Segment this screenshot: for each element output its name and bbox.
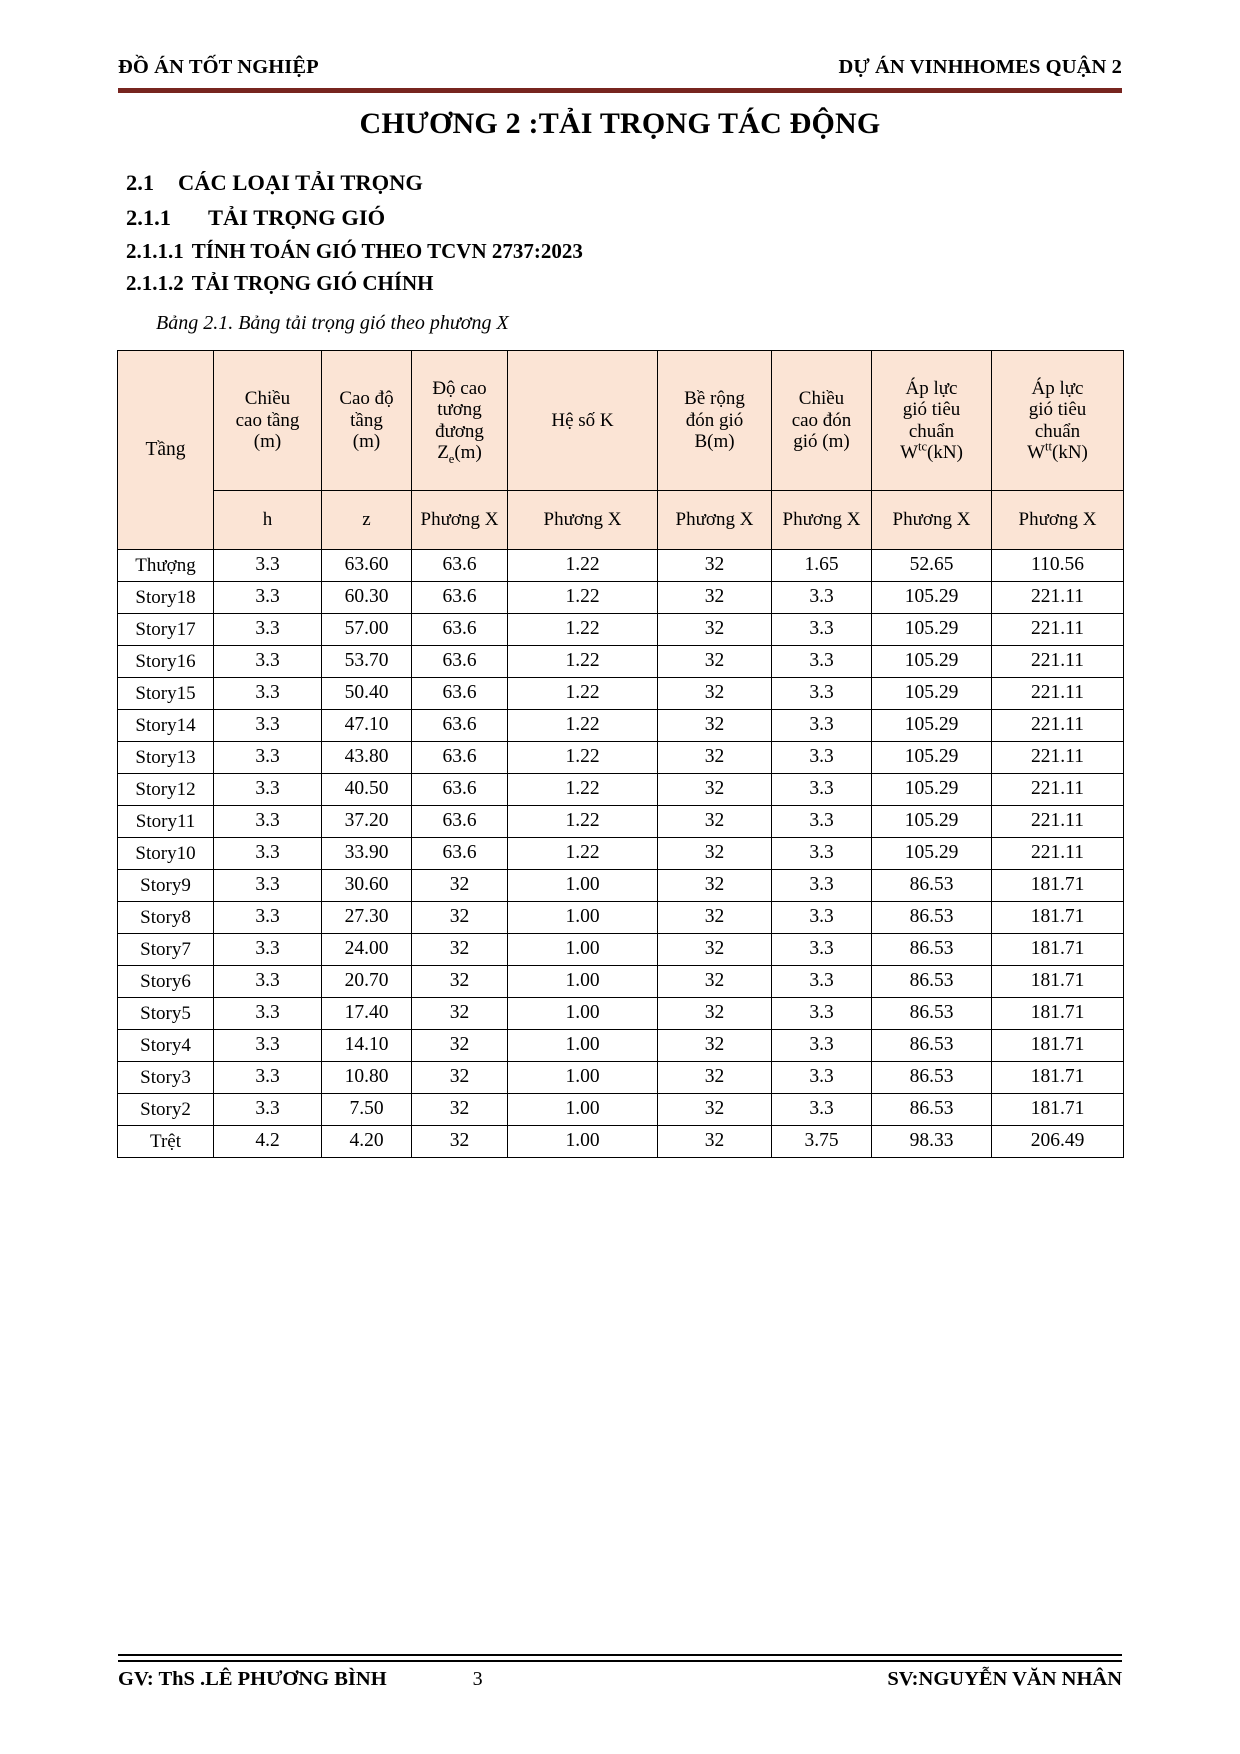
- cell-ze: 63.6: [412, 550, 508, 582]
- table-row: [118, 998, 1124, 1030]
- cell-k: 1.00: [508, 902, 658, 934]
- cell-b: 32: [658, 870, 772, 902]
- col-header-ap-luc-gio-tt-l2: gió tiêu: [1028, 399, 1087, 421]
- cell-wtt: 221.11: [992, 614, 1124, 646]
- cell-k: 1.22: [508, 614, 658, 646]
- col-subheader-hgio: Phương X: [772, 491, 872, 550]
- table-row: [118, 806, 1124, 838]
- cell-story-label: Story11: [118, 806, 214, 838]
- heading-2-1-number: 2.1: [126, 170, 155, 195]
- cell-ze: 32: [412, 1062, 508, 1094]
- cell-ze: 63.6: [412, 710, 508, 742]
- cell-wtc: 86.53: [872, 1062, 992, 1094]
- heading-2-1-text: CÁC LOẠI TẢI TRỌNG: [178, 170, 423, 195]
- table-body: [118, 550, 1124, 1158]
- cell-ze: 63.6: [412, 742, 508, 774]
- cell-story-label: Story7: [118, 934, 214, 966]
- col-subheader-ze: Phương X: [412, 491, 508, 550]
- cell-k: 1.22: [508, 742, 658, 774]
- col-header-cao-do-tang-l2: tầng: [350, 409, 383, 431]
- cell-wtc: 105.29: [872, 678, 992, 710]
- cell-hgio: 3.3: [772, 774, 872, 806]
- col-header-ap-luc-gio-tt: [992, 351, 1124, 491]
- cell-b: 32: [658, 678, 772, 710]
- col-subheader-k: Phương X: [508, 491, 658, 550]
- cell-k: 1.00: [508, 1126, 658, 1158]
- cell-z: 43.80: [322, 742, 412, 774]
- table-header-row-primary: [118, 351, 1124, 491]
- section-heading-list: [126, 172, 1086, 305]
- cell-ze: 63.6: [412, 806, 508, 838]
- cell-hgio: 3.3: [772, 742, 872, 774]
- col-header-chieu-cao-don-gio-l3: gió (m): [793, 431, 850, 453]
- cell-story-label: Trệt: [118, 1126, 214, 1158]
- cell-wtt: 181.71: [992, 1062, 1124, 1094]
- cell-wtc: 86.53: [872, 998, 992, 1030]
- cell-hgio: 3.3: [772, 838, 872, 870]
- col-header-do-cao-tuong-duong-l4: $Z_e(m)$: [437, 441, 482, 466]
- col-header-ap-luc-gio-tc-l4: $W^{tc}(kN)$: [900, 439, 963, 463]
- header-divider-rule: [118, 88, 1122, 93]
- wind-load-table-container: [117, 350, 1123, 1158]
- cell-wtc: 105.29: [872, 710, 992, 742]
- chapter-title: CHƯƠNG 2 :TẢI TRỌNG TÁC ĐỘNG: [359, 107, 881, 140]
- cell-story-label: Story3: [118, 1062, 214, 1094]
- cell-wtt: 221.11: [992, 710, 1124, 742]
- cell-b: 32: [658, 838, 772, 870]
- table-header-row-secondary: [118, 491, 1124, 550]
- cell-ze: 32: [412, 902, 508, 934]
- cell-b: 32: [658, 582, 772, 614]
- table-caption: Bảng 2.1. Bảng tải trọng gió theo phương X: [156, 312, 509, 334]
- cell-b: 32: [658, 806, 772, 838]
- cell-wtc: 52.65: [872, 550, 992, 582]
- cell-k: 1.22: [508, 838, 658, 870]
- cell-z: 30.60: [322, 870, 412, 902]
- cell-b: 32: [658, 646, 772, 678]
- cell-z: 10.80: [322, 1062, 412, 1094]
- cell-story-label: Story13: [118, 742, 214, 774]
- heading-2-1-1-2-text: TẢI TRỌNG GIÓ CHÍNH: [191, 271, 434, 295]
- cell-wtc: 86.53: [872, 966, 992, 998]
- footer-right-text: SV:NGUYỄN VĂN NHÂN: [887, 1668, 1122, 1690]
- cell-k: 1.22: [508, 774, 658, 806]
- cell-ze: 63.6: [412, 678, 508, 710]
- cell-wtc: 105.29: [872, 806, 992, 838]
- cell-wtt: 110.56: [992, 550, 1124, 582]
- cell-wtt: 206.49: [992, 1126, 1124, 1158]
- cell-b: 32: [658, 1062, 772, 1094]
- col-header-be-rong-don-gio: [658, 351, 772, 491]
- cell-h: 3.3: [214, 902, 322, 934]
- cell-hgio: 3.3: [772, 646, 872, 678]
- cell-ze: 32: [412, 998, 508, 1030]
- table-row: [118, 902, 1124, 934]
- cell-k: 1.22: [508, 646, 658, 678]
- cell-wtc: 86.53: [872, 870, 992, 902]
- cell-ze: 63.6: [412, 646, 508, 678]
- cell-wtc: 86.53: [872, 902, 992, 934]
- cell-b: 32: [658, 1094, 772, 1126]
- cell-b: 32: [658, 1030, 772, 1062]
- cell-z: 33.90: [322, 838, 412, 870]
- cell-wtc: 86.53: [872, 1030, 992, 1062]
- cell-ze: 63.6: [412, 838, 508, 870]
- cell-story-label: Story6: [118, 966, 214, 998]
- cell-k: 1.22: [508, 678, 658, 710]
- table-header: [118, 351, 1124, 550]
- cell-wtc: 86.53: [872, 934, 992, 966]
- cell-h: 4.2: [214, 1126, 322, 1158]
- heading-2-1-1-number: 2.1.1: [126, 204, 171, 230]
- cell-hgio: 3.3: [772, 1094, 872, 1126]
- table-row: [118, 614, 1124, 646]
- running-footer: [118, 1668, 1122, 1691]
- cell-k: 1.00: [508, 1062, 658, 1094]
- cell-hgio: 3.3: [772, 806, 872, 838]
- heading-2-1: [126, 172, 1086, 195]
- col-subheader-wtc: Phương X: [872, 491, 992, 550]
- cell-z: 27.30: [322, 902, 412, 934]
- col-header-chieu-cao-tang-l2: cao tầng: [235, 409, 300, 431]
- cell-story-label: Story12: [118, 774, 214, 806]
- cell-h: 3.3: [214, 582, 322, 614]
- col-header-ap-luc-gio-tt-l3: chuẩn: [1034, 420, 1081, 442]
- table-row: [118, 646, 1124, 678]
- cell-b: 32: [658, 902, 772, 934]
- cell-k: 1.00: [508, 998, 658, 1030]
- col-header-ap-luc-gio-tc-l2: gió tiêu: [902, 399, 961, 421]
- heading-2-1-1-1: [126, 241, 1086, 262]
- col-subheader-z: z: [322, 491, 412, 550]
- col-header-chieu-cao-tang-l3: (m): [253, 431, 282, 453]
- heading-2-1-1-1-text: TÍNH TOÁN GIÓ THEO TCVN 2737:2023: [191, 239, 583, 263]
- cell-story-label: Story9: [118, 870, 214, 902]
- cell-story-label: Story18: [118, 582, 214, 614]
- cell-ze: 32: [412, 1030, 508, 1062]
- cell-wtt: 181.71: [992, 1094, 1124, 1126]
- table-row: [118, 1030, 1124, 1062]
- cell-hgio: 3.3: [772, 902, 872, 934]
- cell-b: 32: [658, 966, 772, 998]
- cell-h: 3.3: [214, 838, 322, 870]
- col-subheader-wtt: Phương X: [992, 491, 1124, 550]
- cell-z: 14.10: [322, 1030, 412, 1062]
- heading-2-1-1: [126, 204, 1086, 230]
- cell-h: 3.3: [214, 1062, 322, 1094]
- col-header-do-cao-tuong-duong-l3: đương: [435, 420, 484, 442]
- cell-k: 1.22: [508, 582, 658, 614]
- cell-story-label: Story8: [118, 902, 214, 934]
- table-row: [118, 582, 1124, 614]
- cell-hgio: 1.65: [772, 550, 872, 582]
- cell-wtt: 221.11: [992, 774, 1124, 806]
- col-header-ap-luc-gio-tc-l1: Áp lực: [905, 377, 958, 399]
- cell-b: 32: [658, 742, 772, 774]
- cell-wtt: 221.11: [992, 678, 1124, 710]
- cell-hgio: 3.3: [772, 710, 872, 742]
- cell-wtc: 105.29: [872, 614, 992, 646]
- cell-z: 50.40: [322, 678, 412, 710]
- col-header-he-so-k: Hệ số K: [508, 351, 658, 491]
- footer-divider-rule: [118, 1654, 1122, 1662]
- cell-z: 63.60: [322, 550, 412, 582]
- cell-wtc: 105.29: [872, 774, 992, 806]
- col-subheader-h: h: [214, 491, 322, 550]
- cell-wtt: 221.11: [992, 646, 1124, 678]
- cell-wtt: 221.11: [992, 742, 1124, 774]
- cell-h: 3.3: [214, 998, 322, 1030]
- cell-wtt: 181.71: [992, 934, 1124, 966]
- cell-ze: 63.6: [412, 774, 508, 806]
- heading-2-1-1-2-number: 2.1.1.2: [126, 271, 184, 295]
- cell-z: 20.70: [322, 966, 412, 998]
- cell-ze: 32: [412, 1094, 508, 1126]
- cell-wtc: 105.29: [872, 646, 992, 678]
- cell-z: 47.10: [322, 710, 412, 742]
- cell-ze: 32: [412, 934, 508, 966]
- cell-story-label: Story5: [118, 998, 214, 1030]
- footer-page-number: 3: [472, 1668, 483, 1690]
- cell-k: 1.00: [508, 1094, 658, 1126]
- cell-story-label: Story15: [118, 678, 214, 710]
- cell-hgio: 3.3: [772, 678, 872, 710]
- cell-wtt: 181.71: [992, 1030, 1124, 1062]
- cell-wtt: 181.71: [992, 902, 1124, 934]
- heading-2-1-1-2: [126, 273, 1086, 294]
- col-header-do-cao-tuong-duong-l2: tương: [437, 399, 482, 421]
- col-header-chieu-cao-don-gio: [772, 351, 872, 491]
- cell-h: 3.3: [214, 806, 322, 838]
- cell-k: 1.22: [508, 550, 658, 582]
- cell-h: 3.3: [214, 870, 322, 902]
- cell-story-label: Story2: [118, 1094, 214, 1126]
- cell-z: 37.20: [322, 806, 412, 838]
- cell-wtc: 86.53: [872, 1094, 992, 1126]
- table-row: [118, 934, 1124, 966]
- cell-k: 1.22: [508, 710, 658, 742]
- cell-h: 3.3: [214, 742, 322, 774]
- cell-story-label: Story16: [118, 646, 214, 678]
- wind-load-table: [117, 350, 1124, 1158]
- cell-wtt: 181.71: [992, 870, 1124, 902]
- cell-b: 32: [658, 774, 772, 806]
- col-header-chieu-cao-tang-l1: Chiều: [244, 388, 291, 410]
- table-row: [118, 966, 1124, 998]
- running-header: [118, 56, 1122, 79]
- cell-k: 1.22: [508, 806, 658, 838]
- cell-z: 40.50: [322, 774, 412, 806]
- table-row: [118, 742, 1124, 774]
- table-row: [118, 710, 1124, 742]
- cell-hgio: 3.3: [772, 614, 872, 646]
- col-header-ap-luc-gio-tt-l1: Áp lực: [1031, 377, 1084, 399]
- cell-z: 24.00: [322, 934, 412, 966]
- col-header-chieu-cao-don-gio-l2: cao đón: [791, 409, 852, 431]
- cell-hgio: 3.3: [772, 998, 872, 1030]
- col-header-chieu-cao-don-gio-l1: Chiều: [798, 388, 845, 410]
- cell-ze: 63.6: [412, 614, 508, 646]
- header-right-text: DỰ ÁN VINHHOMES QUẬN 2: [838, 56, 1122, 78]
- cell-b: 32: [658, 998, 772, 1030]
- cell-h: 3.3: [214, 966, 322, 998]
- cell-story-label: Thượng: [118, 550, 214, 582]
- col-header-be-rong-don-gio-l2: đón gió: [685, 409, 744, 431]
- cell-h: 3.3: [214, 678, 322, 710]
- cell-wtt: 221.11: [992, 582, 1124, 614]
- cell-k: 1.00: [508, 870, 658, 902]
- cell-h: 3.3: [214, 1094, 322, 1126]
- cell-story-label: Story10: [118, 838, 214, 870]
- cell-b: 32: [658, 550, 772, 582]
- col-header-cao-do-tang-l3: (m): [352, 431, 381, 453]
- cell-hgio: 3.3: [772, 1062, 872, 1094]
- cell-k: 1.00: [508, 966, 658, 998]
- cell-ze: 32: [412, 870, 508, 902]
- cell-wtt: 181.71: [992, 966, 1124, 998]
- col-header-do-cao-tuong-duong: [412, 351, 508, 491]
- cell-ze: 32: [412, 966, 508, 998]
- cell-wtc: 105.29: [872, 582, 992, 614]
- cell-hgio: 3.3: [772, 870, 872, 902]
- table-row: [118, 1062, 1124, 1094]
- cell-wtt: 221.11: [992, 806, 1124, 838]
- cell-wtc: 105.29: [872, 838, 992, 870]
- cell-z: 53.70: [322, 646, 412, 678]
- col-header-cao-do-tang-l1: Cao độ: [339, 388, 394, 410]
- header-left-text: ĐỒ ÁN TỐT NGHIỆP: [118, 56, 319, 78]
- cell-z: 60.30: [322, 582, 412, 614]
- col-header-cao-do-tang: [322, 351, 412, 491]
- cell-b: 32: [658, 614, 772, 646]
- cell-story-label: Story17: [118, 614, 214, 646]
- cell-hgio: 3.3: [772, 966, 872, 998]
- col-subheader-b: Phương X: [658, 491, 772, 550]
- cell-h: 3.3: [214, 710, 322, 742]
- table-row: [118, 870, 1124, 902]
- cell-h: 3.3: [214, 646, 322, 678]
- col-header-be-rong-don-gio-l1: Bề rộng: [684, 388, 745, 410]
- heading-2-1-1-text: TẢI TRỌNG GIÓ: [208, 204, 386, 230]
- cell-wtt: 221.11: [992, 838, 1124, 870]
- cell-z: 7.50: [322, 1094, 412, 1126]
- col-header-be-rong-don-gio-l3: B(m): [694, 431, 735, 453]
- table-row: [118, 774, 1124, 806]
- cell-k: 1.00: [508, 1030, 658, 1062]
- cell-h: 3.3: [214, 774, 322, 806]
- cell-hgio: 3.3: [772, 1030, 872, 1062]
- cell-b: 32: [658, 1126, 772, 1158]
- cell-hgio: 3.75: [772, 1126, 872, 1158]
- cell-ze: 63.6: [412, 582, 508, 614]
- table-row: [118, 1126, 1124, 1158]
- heading-2-1-1-1-number: 2.1.1.1: [126, 239, 184, 263]
- col-header-ap-luc-gio-tt-l4: $W^{tt}(kN)$: [1027, 439, 1088, 463]
- cell-h: 3.3: [214, 550, 322, 582]
- cell-hgio: 3.3: [772, 934, 872, 966]
- cell-h: 3.3: [214, 1030, 322, 1062]
- cell-wtc: 98.33: [872, 1126, 992, 1158]
- col-header-tang: Tầng: [118, 351, 214, 550]
- col-header-ap-luc-gio-tc: [872, 351, 992, 491]
- cell-z: 57.00: [322, 614, 412, 646]
- cell-h: 3.3: [214, 934, 322, 966]
- cell-b: 32: [658, 934, 772, 966]
- table-row: [118, 678, 1124, 710]
- cell-h: 3.3: [214, 614, 322, 646]
- cell-hgio: 3.3: [772, 582, 872, 614]
- cell-wtc: 105.29: [872, 742, 992, 774]
- cell-b: 32: [658, 710, 772, 742]
- cell-ze: 32: [412, 1126, 508, 1158]
- col-header-do-cao-tuong-duong-l1: Độ cao: [432, 377, 487, 399]
- table-row: [118, 838, 1124, 870]
- cell-k: 1.00: [508, 934, 658, 966]
- table-row: [118, 1094, 1124, 1126]
- cell-z: 17.40: [322, 998, 412, 1030]
- col-header-ap-luc-gio-tc-l3: chuẩn: [908, 420, 955, 442]
- col-header-chieu-cao-tang: [214, 351, 322, 491]
- cell-story-label: Story14: [118, 710, 214, 742]
- table-row: [118, 550, 1124, 582]
- cell-z: 4.20: [322, 1126, 412, 1158]
- cell-wtt: 181.71: [992, 998, 1124, 1030]
- cell-story-label: Story4: [118, 1030, 214, 1062]
- footer-left-text: GV: ThS .LÊ PHƯƠNG BÌNH: [118, 1668, 387, 1690]
